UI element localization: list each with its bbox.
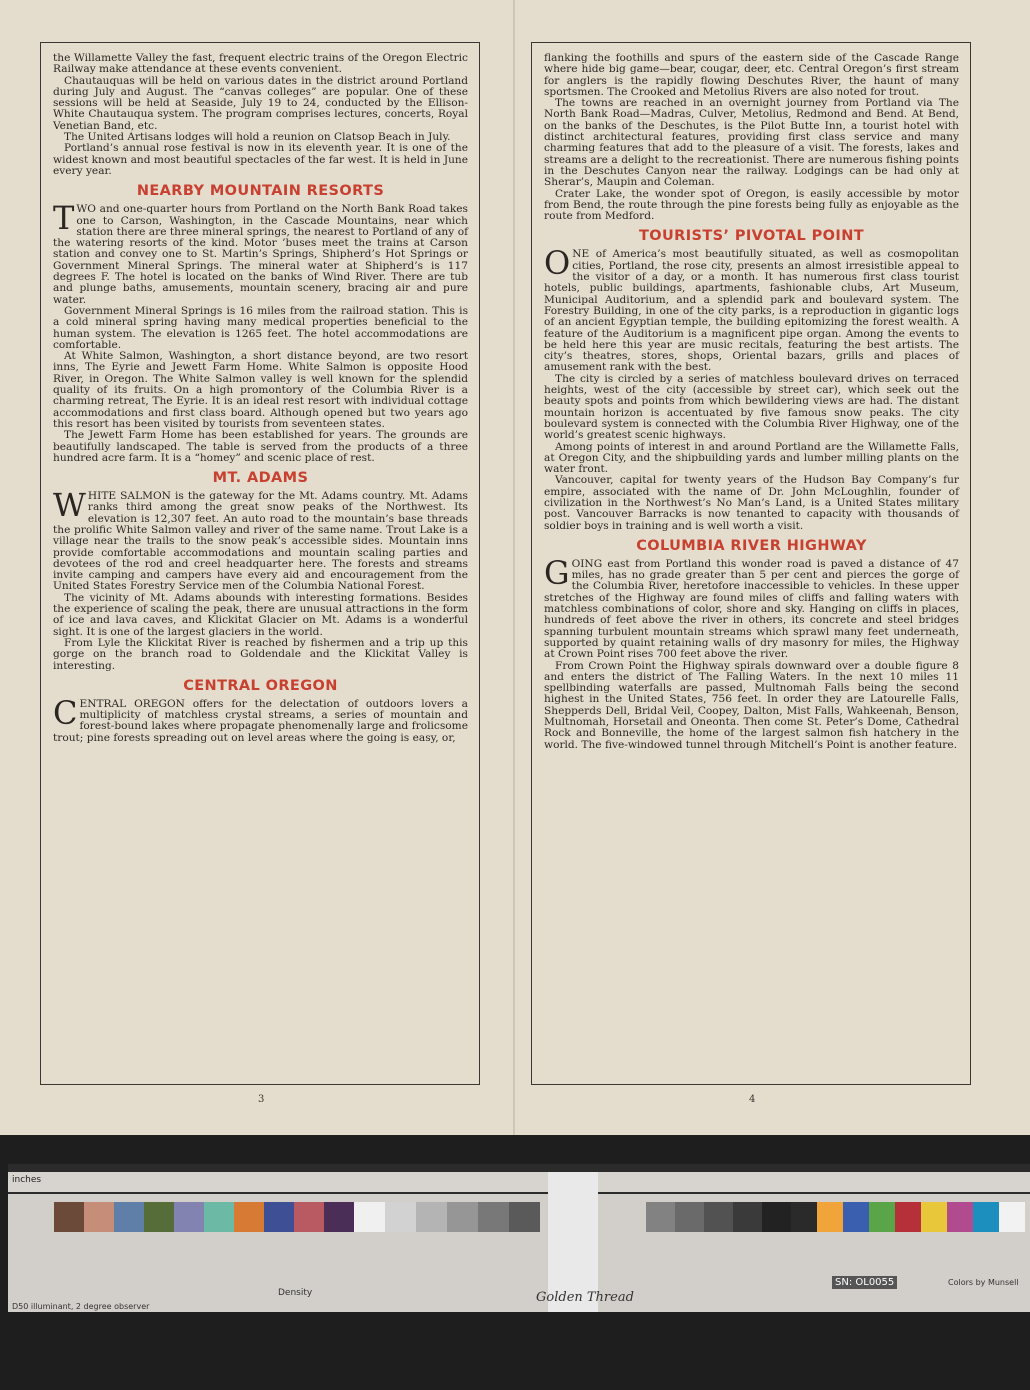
paragraph: At White Salmon, Washington, a short distance beyond, are two resort inns, The Eyrie and Jewett Farm Home. White Salmon is opposite Hood River, in Oregon. The White Salmon valley is well known for the splendid quality of its fruits. On a high promontory of the Columbia River is a charming retreat, The Eyrie. It is an ideal rest resort with individual cottage accommodations and first class board. Although opened but two years ago this resort has been visited by tourists from seventeen states. [53, 350, 468, 430]
paragraph: The city is circled by a series of matchless boulevard drives on terraced heights, west of the city (accessible by street car), which seek out the beauty spots and points from which bewildering views are had. The distant mountain horizon is accentuated by five famous snow peaks. The city boulevard system is connected with the Columbia River Highway, one of the world’s greatest scenic highways. [544, 372, 959, 442]
section-heading: COLUMBIA RIVER HIGHWAY [636, 537, 867, 554]
grey-swatch [354, 1202, 385, 1232]
color-swatch [999, 1202, 1025, 1232]
paragraph: flanking the foothills and spurs of the eastern side of the Cascade Range where hide big game—bear, cougar, deer, etc. Central Oregon’s first stream for anglers is the rapidly flowing Deschutes River, the haunt of many sportsmen. The Crooked and Metolius Rivers are also noted for trout. [544, 52, 959, 98]
color-swatch [174, 1202, 204, 1232]
color-swatch [84, 1202, 114, 1232]
color-swatch [324, 1202, 354, 1232]
paragraph: Portland’s annual rose festival is now in its eleventh year. It is one of the widest known and most beautiful spectacles of the far west. It is held in June every year. [53, 142, 468, 177]
page-3 [40, 42, 480, 1085]
drop-cap: C [53, 693, 78, 732]
color-swatch [843, 1202, 869, 1232]
drop-cap: T [53, 199, 75, 238]
drop-cap: W [53, 486, 86, 525]
color-swatch [264, 1202, 294, 1232]
ruler-right [598, 1172, 1030, 1192]
section-lead [53, 199, 468, 306]
grey-swatch [509, 1202, 540, 1232]
color-swatch [791, 1202, 817, 1232]
serial-number: SN: OL0055 [832, 1276, 897, 1289]
color-swatch [144, 1202, 174, 1232]
page-4-text [544, 53, 959, 751]
section-heading: NEARBY MOUNTAIN RESORTS [136, 183, 385, 200]
grey-swatch [704, 1202, 733, 1232]
ruler-left [8, 1172, 548, 1192]
lead-text: HITE SALMON is the gateway for the Mt. Adams country. Mt. Adams ranks third among the great snow peaks of the Northwest. Its elevation is 12,307 feet. An auto road to the mountain’s base threads the prolific White Salmon valley and river of the same name. Trout Lake is a village near the trails to the snow peak’s accessible sides. Mountain inns provide comfortable accommodations and mountain scaling parties and devotees of the rod and creel headquarter here. The forests and streams invite camping and campers have every aid and encouragement from the United States Forestry Service men of the Columbia National Forest. [53, 490, 468, 593]
grey-swatch [762, 1202, 791, 1232]
grey-swatch [646, 1202, 675, 1232]
section-heading: CENTRAL OREGON [183, 677, 338, 694]
center-fold [513, 0, 515, 1135]
paragraph: The United Artisans lodges will hold a reunion on Clatsop Beach in July. [64, 131, 451, 144]
grey-swatch [478, 1202, 509, 1232]
lead-text: OING east from Portland this wonder road is paved a distance of 47 miles, has no grade greater than 5 per cent and pierces the gorge of the Columbia River, heretofore inaccessible to vehicles. In these upper stretches of the Highway are found miles of cliffs and falling waters with matchless combinations of color, shore and sky. Hanging on cliffs in places, hundreds of feet above the river in others, its concrete and steel bridges spanning turbulent mountain streams which sprawl many feet underneath, supported by quaint retaining walls of dry masonry for miles, the Highway at Crown Point rises 700 feet above the river. [544, 557, 959, 661]
paragraph: Government Mineral Springs is 16 miles from the railroad station. This is a cold mineral spring having many medical properties beneficial to the human system. The elevation is 1265 feet. The hotel accommodations are comfortable. [53, 304, 468, 351]
swatch-panel-right [598, 1194, 1030, 1312]
page-3-text [53, 53, 468, 744]
grey-swatch [675, 1202, 704, 1232]
section-lead [53, 693, 468, 744]
grey-swatch [447, 1202, 478, 1232]
lead-text: WO and one-quarter hours from Portland on the North Bank Road takes one to Carson, Washington, in the Cascade Mountains, near which station there are three mineral springs, the nearest to Portland of any of the watering resorts of the kind. Motor ’buses meet the trains at Carson station and convey one to St. Martin’s Springs, Shipherd’s Hot Springs or Government Mineral Springs. The mineral water at Shipherd’s is 117 degrees F. The hotel is located on the banks of Wind River. There are tub and plunge baths, amusements, mountain scenery, bracing air and pure water. [53, 203, 468, 306]
color-swatch [895, 1202, 921, 1232]
grey-swatch [385, 1202, 416, 1232]
paragraph: The towns are reached in an overnight journey from Portland via The North Bank Road—Madras, Culver, Metolius, Redmond and Bend. At Bend, on the banks of the Deschutes, is the Pilot Butte Inn, a tourist hotel with distinct architectural features, providing first class service and many charming features that add to the pleasure of a visit. The forests, lakes and streams are a delight to the recreationist. There are numerous fishing points in the Deschutes Canyon near the railway. Lodgings can be had only at Sherar’s, Maupin and Coleman. [544, 97, 959, 189]
paragraph: Chautauquas will be held on various dates in the district around Portland during July and August. The “canvas colleges” are popular. One of these sessions will be held at Seaside, July 19 to 24, conducted by the Ellison-White Chautauqua system. The program comprises lectures, concerts, Royal Venetian Band, etc. [53, 74, 468, 132]
drop-cap: O [544, 244, 571, 283]
color-swatch [54, 1202, 84, 1232]
section-lead [544, 553, 959, 661]
paragraph: From Lyle the Klickitat River is reached by fishermen and a trip up this gorge on the branch road to Goldendale and the Klickitat Valley is interesting. [53, 636, 468, 672]
page-number: 3 [258, 1094, 265, 1105]
drop-cap: G [544, 553, 570, 592]
paragraph: From Crown Point the Highway spirals downward over a double figure 8 and enters the district of The Falling Waters. In the next 10 miles 11 spellbinding waterfalls are passed, Multnomah Falls being the second highest in the United States, 756 feet. In order they are Latourelle Falls, Shepperds Dell, Bridal Veil, Coopey, Dalton, Mist Falls, Wahkeenah, Benson, Multnomah, Horsetail and Oneonta. Then come St. Peter’s Dome, Cathedral Rock and Bonneville, the home of the largest salmon fish hatchery in the world. The five-windowed tunnel through Mitchell’s Point is another feature. [544, 659, 959, 751]
section-lead [53, 486, 468, 593]
density-label: Density [278, 1288, 313, 1298]
brand-logo: Golden Thread [536, 1290, 634, 1305]
paragraph: The vicinity of Mt. Adams abounds with interesting formations. Besides the experience of scaling the peak, there are unusual attractions in the form of ice and lava caves, and Klickitat Glacier on Mt. Adams is a wonderful sight. It is one of the largest glaciers in the world. [53, 591, 468, 638]
paragraph: The Jewett Farm Home has been established for years. The grounds are beautifully landscaped. The table is served from the products of a three hundred acre farm. It is a “homey” and scenic place of rest. [53, 429, 468, 464]
munsell-credit: Colors by Munsell [948, 1278, 1019, 1287]
color-swatch [817, 1202, 843, 1232]
color-swatch [947, 1202, 973, 1232]
section-lead [544, 244, 959, 374]
swatch-panel-left [8, 1194, 548, 1312]
paragraph: Among points of interest in and around Portland are the Willamette Falls, at Oregon City, and the shipbuilding yards and lumber milling plants on the water front. [544, 440, 959, 476]
paragraph: Vancouver, capital for twenty years of the Hudson Bay Company’s fur empire, associated with the name of Dr. John McLoughlin, founder of civilization in the Northwest’s No Man’s Land, is a United States military post. Vancouver Barracks is now tenanted to capacity with thousands of soldier boys in training and is well worth a visit. [544, 474, 959, 532]
grey-swatch [733, 1202, 762, 1232]
color-swatch [921, 1202, 947, 1232]
page-4 [531, 42, 971, 1085]
ruler-label: inches [12, 1175, 42, 1185]
observer-label: D50 illuminant, 2 degree observer [12, 1302, 150, 1311]
paragraph: the Willamette Valley the fast, frequent electric trains of the Oregon Electric Railway make attendance at these events convenient. [53, 52, 468, 76]
page-number: 4 [749, 1094, 756, 1105]
color-swatch [204, 1202, 234, 1232]
grey-swatch [416, 1202, 447, 1232]
color-swatch [294, 1202, 324, 1232]
section-heading: TOURISTS’ PIVOTAL POINT [638, 228, 865, 245]
section-heading: MT. ADAMS [212, 470, 309, 487]
color-swatch [114, 1202, 144, 1232]
paragraph: Crater Lake, the wonder spot of Oregon, is easily accessible by motor from Bend, the route through the pine forests being fully as enjoyable as the route from Medford. [544, 187, 959, 223]
color-swatch [234, 1202, 264, 1232]
lead-text: NE of America’s most beautifully situated, as well as cosmopolitan cities, Portland, the rose city, presents an almost irresistible appeal to the visitor of a day, or a month. It has numerous first class tourist hotels, public buildings, apartments, fashionable clubs, Art Museum, Municipal Auditorium, and a splendid park and boulevard system. The Forestry Building, in one of the city parks, is a reproduction in gigantic logs of an ancient Egyptian temple, the building epitomizing the forest wealth. A feature of the Auditorium is a magnificent pipe organ. Among the events to be held here this year are music recitals, featuring the best artists. The city’s theatres, stores, shops, Oriental bazars, grills and places of amusement rank with the best. [544, 248, 959, 374]
color-swatch [973, 1202, 999, 1232]
lead-text: ENTRAL OREGON offers for the delectation of outdoors lovers a multiplicity of matchless crystal streams, a series of mountain and forest-bound lakes where propagate phenomenally large and frolicsome trout; pine forests spreading out on level areas where the going is easy, or, [53, 697, 468, 744]
color-calibration-target [8, 1164, 1030, 1312]
color-swatch [869, 1202, 895, 1232]
